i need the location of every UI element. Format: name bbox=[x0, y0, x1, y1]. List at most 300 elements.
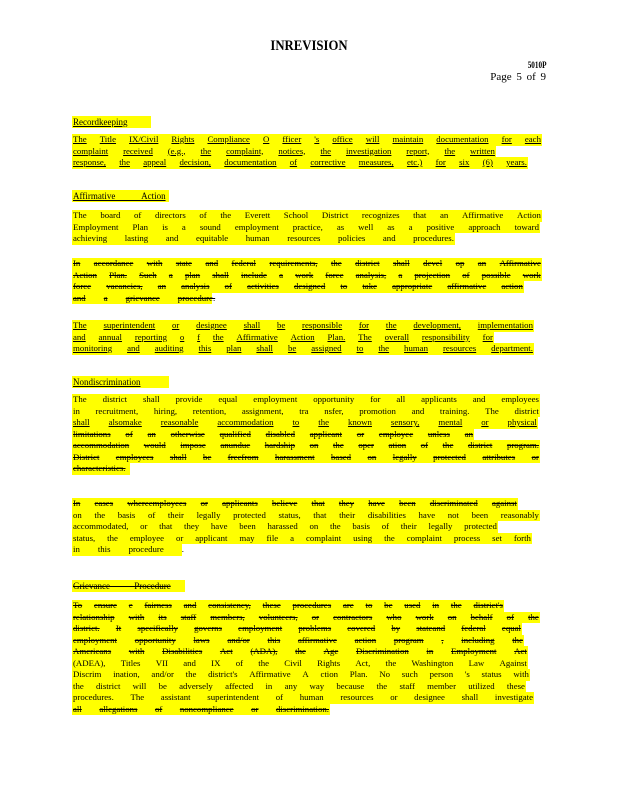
word: in bbox=[432, 600, 440, 610]
word: and bbox=[411, 405, 425, 416]
word: force bbox=[325, 269, 344, 280]
word: with bbox=[128, 611, 145, 622]
word: been bbox=[399, 498, 416, 508]
word: district's bbox=[473, 600, 503, 610]
word: IX bbox=[211, 657, 221, 668]
text-line bbox=[72, 258, 542, 270]
word: district. bbox=[73, 623, 100, 633]
word: Age bbox=[323, 646, 339, 656]
word: protected bbox=[233, 509, 266, 520]
word: reporting bbox=[134, 331, 168, 342]
paragraph-grievance bbox=[72, 600, 540, 715]
word: attributes bbox=[482, 451, 516, 462]
word: Plan. bbox=[109, 269, 127, 280]
text-line bbox=[72, 343, 534, 355]
section-heading-affirmative-action: Affirmative Action bbox=[72, 190, 169, 202]
word: state bbox=[175, 258, 192, 268]
word: district bbox=[95, 680, 121, 691]
word: assignment, bbox=[241, 405, 284, 416]
word: on bbox=[309, 521, 319, 531]
word: complaint, bbox=[226, 145, 264, 156]
word: shall bbox=[393, 258, 410, 268]
text-line bbox=[72, 320, 534, 332]
word: on bbox=[309, 440, 319, 450]
word: district bbox=[514, 405, 539, 416]
word: the bbox=[220, 210, 232, 220]
text-line bbox=[72, 521, 498, 533]
word: forth bbox=[513, 532, 531, 543]
word: protected bbox=[464, 521, 497, 531]
word: directors bbox=[154, 210, 186, 220]
word: such bbox=[401, 669, 418, 679]
text-line bbox=[72, 406, 540, 418]
word: decision, bbox=[179, 157, 211, 167]
word: employee bbox=[129, 532, 165, 543]
word: to bbox=[292, 417, 300, 427]
word: the bbox=[332, 440, 344, 450]
word: shall bbox=[169, 451, 187, 462]
word: program. bbox=[506, 440, 539, 450]
word: analysis bbox=[181, 281, 210, 291]
word: or bbox=[311, 611, 320, 622]
word: op bbox=[455, 258, 465, 268]
word: all bbox=[73, 703, 82, 714]
text-line bbox=[72, 612, 540, 624]
word: affirmative bbox=[297, 634, 337, 645]
page-number: Page 5 of 9 bbox=[490, 71, 546, 83]
word: for bbox=[358, 320, 370, 330]
word: and bbox=[382, 233, 396, 243]
word: been bbox=[239, 521, 256, 531]
word: Affirmative bbox=[499, 258, 541, 268]
word: way bbox=[309, 680, 325, 691]
word: received bbox=[123, 145, 153, 156]
word: department. bbox=[491, 343, 533, 353]
word: and bbox=[183, 657, 196, 668]
word: sound bbox=[199, 221, 221, 232]
word: implementation bbox=[477, 320, 533, 330]
word: affected bbox=[225, 680, 254, 691]
text-line bbox=[72, 292, 216, 305]
word: procedures. bbox=[73, 692, 114, 702]
word: accommodation bbox=[217, 417, 274, 427]
word: whereemployees bbox=[127, 498, 187, 508]
word: the bbox=[119, 157, 130, 167]
word: promotion bbox=[359, 405, 396, 416]
word: and bbox=[165, 233, 179, 243]
word: file bbox=[266, 532, 279, 543]
text-line bbox=[72, 623, 522, 635]
word: alsomake bbox=[108, 417, 142, 427]
word: hardship bbox=[264, 440, 296, 450]
word: Act, bbox=[355, 657, 371, 668]
word: No bbox=[379, 669, 391, 679]
word: governs bbox=[194, 623, 222, 633]
word: for bbox=[501, 134, 512, 144]
word: accommodated, bbox=[73, 521, 129, 531]
word: employee bbox=[378, 428, 414, 439]
word: allegations bbox=[99, 703, 138, 714]
word: Employment bbox=[73, 221, 119, 232]
word: the bbox=[376, 680, 388, 691]
word: the bbox=[385, 320, 397, 330]
word: and/or bbox=[151, 669, 174, 679]
word: a bbox=[408, 221, 413, 232]
word: projection bbox=[414, 269, 451, 280]
word: a bbox=[168, 269, 173, 280]
word: To bbox=[73, 600, 83, 610]
word: reasonable bbox=[160, 417, 199, 427]
word: and bbox=[73, 292, 86, 303]
word: Action bbox=[516, 210, 541, 220]
word: devel bbox=[423, 258, 443, 268]
word: superintendent bbox=[207, 692, 260, 702]
word: employees bbox=[501, 394, 539, 404]
word: employment bbox=[234, 221, 279, 232]
word: the bbox=[320, 145, 332, 156]
word: staff bbox=[180, 611, 197, 622]
word: achieving bbox=[73, 233, 108, 243]
word: work bbox=[295, 269, 314, 280]
word: protected bbox=[433, 451, 466, 462]
word: assistant bbox=[160, 692, 191, 702]
word: discriminated bbox=[429, 498, 478, 508]
word: that bbox=[413, 210, 427, 220]
word: stateand bbox=[416, 623, 446, 633]
word: or bbox=[481, 417, 489, 427]
text-line bbox=[72, 646, 528, 658]
word: the bbox=[258, 657, 270, 668]
word: characteristics. bbox=[73, 463, 126, 473]
word: office bbox=[332, 134, 353, 144]
word: to bbox=[365, 600, 373, 610]
word: for bbox=[435, 157, 446, 167]
word: 's bbox=[314, 134, 320, 144]
word: oper bbox=[358, 440, 374, 450]
word: recruitment, bbox=[95, 405, 139, 416]
word: Everett bbox=[244, 210, 271, 220]
word: harassment bbox=[275, 451, 315, 462]
word: resources bbox=[287, 233, 321, 243]
word: legally bbox=[428, 521, 453, 531]
word: relationship bbox=[73, 611, 115, 622]
word: the bbox=[185, 669, 197, 679]
word: qualified bbox=[219, 428, 251, 439]
word: procedure bbox=[128, 544, 164, 554]
word: the bbox=[330, 258, 342, 268]
word: be bbox=[203, 451, 212, 462]
word: this bbox=[198, 343, 212, 353]
word: grievance bbox=[125, 292, 160, 303]
word: toward bbox=[514, 221, 539, 232]
text-line bbox=[72, 440, 540, 452]
section-heading-grievance-procedure: Grievance Procedure bbox=[72, 580, 185, 592]
word: specifically bbox=[137, 623, 178, 633]
word: shall bbox=[142, 394, 160, 404]
word: nsfer, bbox=[324, 405, 344, 416]
word: of bbox=[235, 657, 244, 668]
word: ction bbox=[320, 669, 339, 679]
word: District bbox=[321, 210, 349, 220]
word: vacancies, bbox=[106, 281, 143, 291]
word: they bbox=[184, 521, 200, 531]
text-line bbox=[72, 394, 540, 406]
word: for bbox=[482, 331, 493, 342]
word: laws bbox=[193, 634, 210, 645]
word: complaint bbox=[73, 145, 109, 156]
word: applicants bbox=[222, 498, 258, 508]
word: using bbox=[353, 532, 373, 543]
word: plan bbox=[184, 269, 201, 280]
word: shall bbox=[256, 343, 273, 353]
word: that bbox=[159, 521, 173, 531]
word: fficer bbox=[282, 134, 302, 144]
word: Rights bbox=[317, 657, 341, 668]
word: legally bbox=[392, 451, 417, 462]
word: VII bbox=[155, 657, 168, 668]
word: appropriate bbox=[392, 281, 433, 291]
word: each bbox=[524, 134, 541, 144]
word: of bbox=[134, 210, 142, 220]
word: accordance bbox=[93, 258, 134, 268]
word: hiring, bbox=[153, 405, 178, 416]
word: the bbox=[512, 634, 523, 645]
word: cases bbox=[94, 498, 114, 508]
word: monitoring bbox=[73, 343, 113, 353]
word: with bbox=[146, 258, 163, 268]
word: is bbox=[162, 221, 168, 232]
word: district bbox=[467, 440, 493, 450]
word: human bbox=[299, 692, 324, 702]
word: procedures bbox=[292, 600, 332, 610]
word: disabled bbox=[265, 428, 295, 439]
word: recognizes bbox=[361, 210, 400, 220]
word: Action bbox=[290, 331, 315, 342]
word: on bbox=[73, 509, 82, 520]
word: a bbox=[103, 292, 108, 303]
text-line bbox=[72, 270, 542, 282]
word: Rights bbox=[171, 134, 195, 144]
word: Law bbox=[468, 657, 485, 668]
word: provide bbox=[175, 394, 203, 404]
text-line bbox=[72, 452, 540, 464]
word: of bbox=[154, 703, 163, 714]
word: Affirmative bbox=[249, 669, 291, 679]
word: of bbox=[462, 269, 470, 280]
word: Compliance bbox=[207, 134, 250, 144]
word: they bbox=[338, 498, 355, 508]
word: an bbox=[440, 210, 449, 220]
word: be bbox=[384, 600, 393, 610]
word: training. bbox=[439, 405, 470, 416]
paragraph-affirmative-2 bbox=[72, 258, 542, 304]
word: volunteers, bbox=[258, 611, 298, 622]
word: as bbox=[336, 221, 345, 232]
text-line bbox=[72, 692, 534, 704]
text-line bbox=[72, 658, 528, 670]
word: have bbox=[210, 521, 228, 531]
word: including bbox=[461, 634, 495, 645]
word: are bbox=[342, 600, 354, 610]
word: not bbox=[447, 509, 459, 520]
word: work bbox=[415, 611, 434, 622]
word: the bbox=[212, 331, 224, 342]
text-line bbox=[72, 681, 526, 693]
word: the bbox=[329, 521, 341, 531]
word: fairness bbox=[144, 600, 172, 610]
section-heading-nondiscrimination: Nondiscrimination bbox=[72, 376, 169, 388]
word: opportunity bbox=[313, 394, 355, 404]
text-line bbox=[72, 463, 130, 475]
word: procedures. bbox=[413, 233, 454, 243]
word: activities bbox=[247, 281, 279, 291]
page-title: INREVISION bbox=[270, 38, 348, 54]
word: of bbox=[420, 440, 429, 450]
word: opportunity bbox=[134, 634, 176, 645]
word: Washington bbox=[411, 657, 454, 668]
text-line bbox=[72, 600, 504, 612]
word: all bbox=[396, 394, 406, 404]
word: The bbox=[358, 331, 372, 342]
paragraph-nondiscrimination-2 bbox=[72, 498, 540, 556]
text-line bbox=[72, 146, 496, 158]
word: In bbox=[73, 498, 81, 508]
word: The bbox=[130, 692, 145, 702]
paragraph-nondiscrimination-1 bbox=[72, 394, 540, 475]
word: complaint bbox=[305, 532, 342, 543]
word: in bbox=[426, 646, 434, 656]
word: process bbox=[453, 532, 481, 543]
word: Affirmative bbox=[236, 331, 278, 342]
word: documentation bbox=[436, 134, 489, 144]
word: notices, bbox=[278, 145, 306, 156]
word: as bbox=[387, 221, 395, 232]
word: of bbox=[199, 210, 207, 220]
word: Plan. bbox=[327, 331, 346, 342]
word: f bbox=[197, 331, 201, 342]
word: problems bbox=[298, 623, 332, 633]
word: adversely bbox=[179, 680, 213, 691]
word: The bbox=[73, 320, 87, 330]
word: with bbox=[128, 646, 145, 656]
word: of bbox=[506, 611, 514, 622]
word: of bbox=[224, 281, 232, 291]
word: used bbox=[404, 600, 421, 610]
word: the bbox=[385, 657, 397, 668]
word: positive bbox=[426, 221, 455, 232]
word: have bbox=[368, 498, 385, 508]
word: program bbox=[393, 634, 424, 645]
word: federal bbox=[231, 258, 256, 268]
word: or bbox=[531, 451, 539, 462]
word: requirements, bbox=[269, 258, 318, 268]
word: the bbox=[318, 417, 330, 427]
word: A bbox=[302, 669, 309, 679]
word: retention, bbox=[192, 405, 227, 416]
word: the bbox=[528, 611, 539, 622]
text-line bbox=[72, 210, 542, 222]
word: a bbox=[398, 269, 403, 280]
word: The bbox=[73, 134, 87, 144]
word: contractors bbox=[333, 611, 373, 622]
word: would bbox=[143, 440, 166, 450]
word: and bbox=[73, 331, 86, 342]
word: analysis, bbox=[355, 269, 387, 280]
word: legally bbox=[196, 509, 221, 520]
text-line bbox=[72, 669, 530, 681]
word: of bbox=[125, 428, 133, 439]
word: overall bbox=[384, 331, 410, 342]
word: basis bbox=[352, 521, 370, 531]
word: of bbox=[289, 157, 298, 167]
word: discrimination. bbox=[275, 703, 329, 714]
word: who bbox=[386, 611, 402, 622]
word: years. bbox=[506, 157, 527, 167]
word: well bbox=[358, 221, 374, 232]
word: human bbox=[245, 233, 270, 243]
word: these bbox=[262, 600, 281, 610]
paragraph-affirmative-1 bbox=[72, 210, 542, 245]
section-heading-recordkeeping: Recordkeeping bbox=[72, 116, 151, 128]
word: ation bbox=[388, 440, 407, 450]
word: staff bbox=[399, 680, 415, 691]
word: the bbox=[295, 646, 306, 656]
word: , bbox=[441, 634, 444, 645]
word: e bbox=[128, 600, 133, 610]
word: work bbox=[522, 269, 541, 280]
text-line bbox=[72, 498, 518, 510]
word: resources bbox=[442, 343, 477, 353]
word: or bbox=[140, 521, 148, 531]
word: Against bbox=[499, 657, 527, 668]
word: responsible bbox=[302, 320, 343, 330]
word: in bbox=[265, 680, 273, 691]
word: 's bbox=[464, 669, 470, 679]
word: and bbox=[183, 600, 197, 610]
word: an bbox=[477, 258, 487, 268]
word: or bbox=[251, 703, 259, 714]
word: person bbox=[429, 669, 454, 679]
word: human bbox=[404, 343, 428, 353]
word: IX/Civil bbox=[129, 134, 159, 144]
word: employment bbox=[238, 623, 283, 633]
word: development, bbox=[413, 320, 462, 330]
word: otherwise bbox=[170, 428, 205, 439]
word: School bbox=[283, 210, 309, 220]
word: on bbox=[447, 611, 457, 622]
word: the bbox=[384, 532, 395, 543]
word: be bbox=[158, 680, 167, 691]
word: action bbox=[354, 634, 377, 645]
text-line bbox=[72, 704, 330, 716]
word: an bbox=[147, 428, 156, 439]
word: maintain bbox=[392, 134, 424, 144]
policy-number: 5010P bbox=[527, 60, 546, 70]
word: take bbox=[362, 281, 377, 291]
word: employment bbox=[253, 394, 298, 404]
word: The bbox=[485, 405, 499, 416]
word: Plan bbox=[132, 221, 149, 232]
word: superintendent bbox=[103, 320, 156, 330]
word: accommodation bbox=[73, 440, 130, 450]
word: procedure. bbox=[177, 292, 216, 303]
word: In bbox=[73, 258, 81, 268]
word: this bbox=[97, 544, 111, 554]
word: believe bbox=[271, 498, 298, 508]
word: Plan. bbox=[349, 669, 368, 679]
word: district's bbox=[208, 669, 238, 679]
word: ensure bbox=[93, 600, 117, 610]
